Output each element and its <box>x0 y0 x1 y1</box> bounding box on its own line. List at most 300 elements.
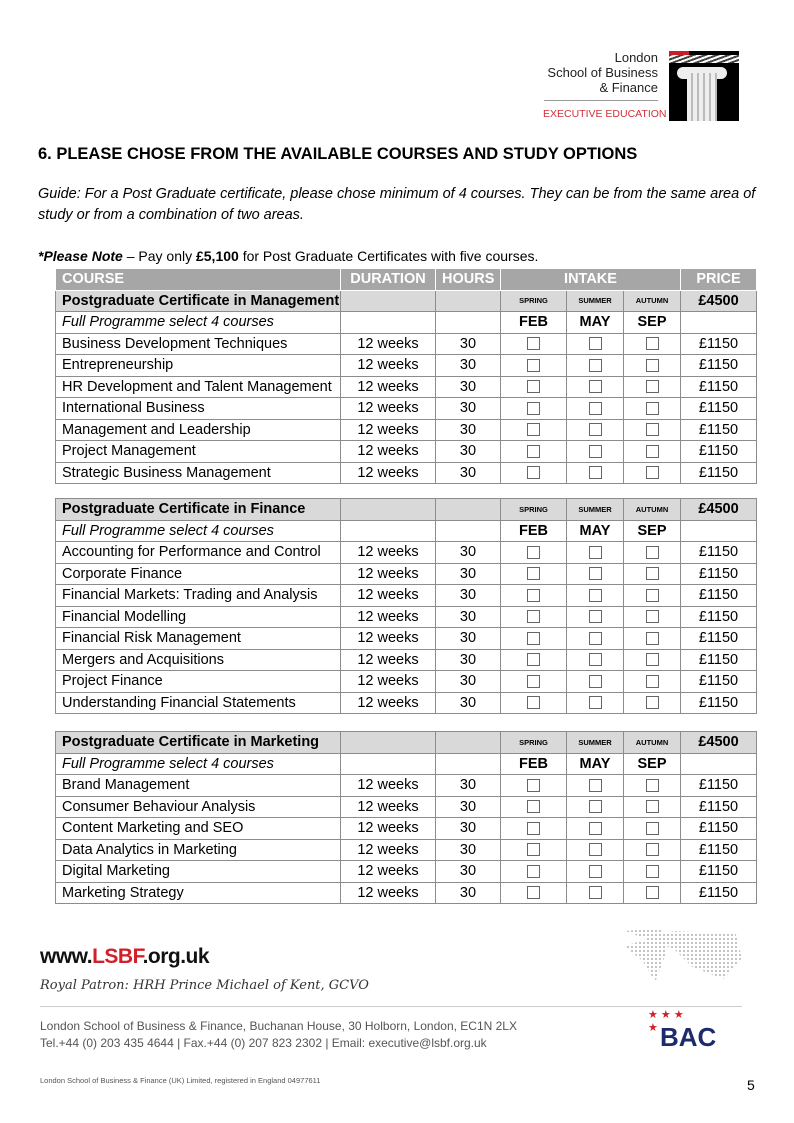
course-name: Mergers and Acquisitions <box>56 649 341 671</box>
intake-cell <box>624 671 681 693</box>
course-duration: 12 weeks <box>341 775 436 797</box>
course-name: Brand Management <box>56 775 341 797</box>
intake-checkbox-may[interactable] <box>589 546 602 559</box>
course-row <box>56 606 757 628</box>
course-price: £1150 <box>681 692 757 714</box>
intake-checkbox-may[interactable] <box>589 402 602 415</box>
intake-checkbox-feb[interactable] <box>527 843 540 856</box>
course-duration: 12 weeks <box>341 419 436 441</box>
bac-text: BAC <box>660 1022 717 1052</box>
intake-checkbox-may[interactable] <box>589 865 602 878</box>
intake-cell <box>624 542 681 564</box>
pricing-note <box>38 248 538 264</box>
intake-cell <box>624 441 681 463</box>
intake-month-label: SEP <box>624 520 681 542</box>
intake-checkbox-feb[interactable] <box>527 380 540 393</box>
intake-checkbox-sep[interactable] <box>646 359 659 372</box>
intake-checkbox-may[interactable] <box>589 423 602 436</box>
course-hours: 30 <box>436 585 501 607</box>
intake-checkbox-may[interactable] <box>589 843 602 856</box>
course-row <box>56 628 757 650</box>
intake-cell <box>501 628 567 650</box>
intake-cell <box>501 692 567 714</box>
intake-checkbox-sep[interactable] <box>646 402 659 415</box>
course-name: Project Management <box>56 441 341 463</box>
intake-season-label: SPRING <box>501 290 567 312</box>
course-name: Consumer Behaviour Analysis <box>56 796 341 818</box>
course-hours: 30 <box>436 775 501 797</box>
intake-checkbox-feb[interactable] <box>527 696 540 709</box>
intake-checkbox-sep[interactable] <box>646 696 659 709</box>
course-name: Understanding Financial Statements <box>56 692 341 714</box>
course-hours: 30 <box>436 649 501 671</box>
intake-cell <box>567 796 624 818</box>
intake-cell <box>567 441 624 463</box>
intake-checkbox-sep[interactable] <box>646 567 659 580</box>
intake-cell <box>501 796 567 818</box>
intake-checkbox-sep[interactable] <box>646 822 659 835</box>
intake-month-label: SEP <box>624 312 681 334</box>
intake-cell <box>567 839 624 861</box>
course-name: Financial Modelling <box>56 606 341 628</box>
course-table-2 <box>55 498 757 714</box>
intake-checkbox-sep[interactable] <box>646 546 659 559</box>
section-blank <box>341 732 436 754</box>
intake-cell <box>567 882 624 904</box>
intake-cell <box>624 398 681 420</box>
intake-season-label: SPRING <box>501 732 567 754</box>
intake-cell <box>567 606 624 628</box>
intake-checkbox-sep[interactable] <box>646 800 659 813</box>
course-name: Strategic Business Management <box>56 462 341 484</box>
intake-checkbox-sep[interactable] <box>646 380 659 393</box>
intake-checkbox-may[interactable] <box>589 589 602 602</box>
intake-checkbox-feb[interactable] <box>527 653 540 666</box>
intake-checkbox-sep[interactable] <box>646 445 659 458</box>
section-blank <box>436 732 501 754</box>
subtitle-blank <box>436 312 501 334</box>
contact-info: Tel.+44 (0) 203 435 4644 | Fax.+44 (0) 207 823 2302 | Email: executive@lsbf.org.uk <box>40 1036 487 1050</box>
subtitle-blank <box>681 312 757 334</box>
intake-cell <box>624 355 681 377</box>
website-link[interactable] <box>40 945 209 969</box>
intake-cell <box>501 839 567 861</box>
course-hours: 30 <box>436 692 501 714</box>
course-duration: 12 weeks <box>341 796 436 818</box>
website-brand: LSBF <box>92 945 143 968</box>
note-label: *Please Note <box>38 248 123 264</box>
subtitle-blank <box>341 753 436 775</box>
course-table-1 <box>55 268 757 484</box>
course-duration: 12 weeks <box>341 671 436 693</box>
intake-cell <box>567 563 624 585</box>
intake-cell <box>501 775 567 797</box>
course-name: Financial Markets: Trading and Analysis <box>56 585 341 607</box>
course-hours: 30 <box>436 839 501 861</box>
intake-cell <box>624 419 681 441</box>
note-text: – Pay only <box>122 248 196 264</box>
royal-patron: Royal Patron: HRH Prince Michael of Kent, GCVO <box>40 978 369 993</box>
course-duration: 12 weeks <box>341 882 436 904</box>
intake-cell <box>567 355 624 377</box>
intake-checkbox-feb[interactable] <box>527 567 540 580</box>
intake-cell <box>624 796 681 818</box>
intake-checkbox-sep[interactable] <box>646 423 659 436</box>
intake-cell <box>501 585 567 607</box>
course-name: Marketing Strategy <box>56 882 341 904</box>
course-hours: 30 <box>436 462 501 484</box>
intake-cell <box>567 419 624 441</box>
header-hours: HOURS <box>436 269 501 291</box>
header-price: PRICE <box>681 269 757 291</box>
course-price: £1150 <box>681 839 757 861</box>
course-duration: 12 weeks <box>341 585 436 607</box>
intake-cell <box>501 882 567 904</box>
course-price: £1150 <box>681 585 757 607</box>
course-duration: 12 weeks <box>341 355 436 377</box>
intake-month-label: FEB <box>501 312 567 334</box>
course-duration: 12 weeks <box>341 818 436 840</box>
section-price: £4500 <box>681 499 757 521</box>
intake-checkbox-feb[interactable] <box>527 779 540 792</box>
course-price: £1150 <box>681 628 757 650</box>
logo-divider <box>544 100 658 101</box>
intake-cell <box>501 419 567 441</box>
intake-season-label: SUMMER <box>567 290 624 312</box>
intake-checkbox-feb[interactable] <box>527 337 540 350</box>
logo-line1: London <box>614 50 658 65</box>
section-subtitle: Full Programme select 4 courses <box>56 520 341 542</box>
course-name: Business Development Techniques <box>56 333 341 355</box>
intake-checkbox-may[interactable] <box>589 779 602 792</box>
header-intake: INTAKE <box>501 269 681 291</box>
course-price: £1150 <box>681 606 757 628</box>
course-row <box>56 398 757 420</box>
intake-checkbox-may[interactable] <box>589 886 602 899</box>
intake-cell <box>624 462 681 484</box>
course-price: £1150 <box>681 775 757 797</box>
course-price: £1150 <box>681 355 757 377</box>
section-blank <box>341 290 436 312</box>
course-row <box>56 882 757 904</box>
course-duration: 12 weeks <box>341 542 436 564</box>
stars-icon: ★ ★ ★ ★ <box>648 1009 684 1034</box>
intake-cell <box>624 606 681 628</box>
course-name: Management and Leadership <box>56 419 341 441</box>
table-header-row <box>56 269 757 291</box>
intake-cell <box>624 628 681 650</box>
intake-checkbox-may[interactable] <box>589 632 602 645</box>
intake-month-label: FEB <box>501 753 567 775</box>
intake-checkbox-may[interactable] <box>589 653 602 666</box>
header-course: COURSE <box>56 269 341 291</box>
course-duration: 12 weeks <box>341 333 436 355</box>
intake-cell <box>501 542 567 564</box>
page-number: 5 <box>747 1077 755 1093</box>
course-hours: 30 <box>436 818 501 840</box>
lsbf-logo <box>540 50 740 122</box>
intake-cell <box>501 376 567 398</box>
intake-checkbox-sep[interactable] <box>646 466 659 479</box>
intake-cell <box>624 376 681 398</box>
intake-cell <box>567 376 624 398</box>
course-price: £1150 <box>681 861 757 883</box>
intake-season-label: SPRING <box>501 499 567 521</box>
course-row <box>56 775 757 797</box>
intake-cell <box>501 563 567 585</box>
course-hours: 30 <box>436 355 501 377</box>
logo-line3: & Finance <box>599 80 658 95</box>
registration-text: London School of Business & Finance (UK) Limited, registered in England 04977611 <box>40 1076 321 1085</box>
intake-checkbox-feb[interactable] <box>527 466 540 479</box>
course-hours: 30 <box>436 398 501 420</box>
intake-checkbox-may[interactable] <box>589 610 602 623</box>
intake-cell <box>567 861 624 883</box>
course-duration: 12 weeks <box>341 398 436 420</box>
course-hours: 30 <box>436 376 501 398</box>
intake-checkbox-may[interactable] <box>589 337 602 350</box>
course-duration: 12 weeks <box>341 861 436 883</box>
intake-checkbox-sep[interactable] <box>646 865 659 878</box>
intake-checkbox-may[interactable] <box>589 380 602 393</box>
course-name: Corporate Finance <box>56 563 341 585</box>
intake-checkbox-may[interactable] <box>589 675 602 688</box>
course-hours: 30 <box>436 542 501 564</box>
course-row <box>56 333 757 355</box>
intake-cell <box>624 649 681 671</box>
intake-checkbox-feb[interactable] <box>527 886 540 899</box>
course-name: Project Finance <box>56 671 341 693</box>
intake-cell <box>567 462 624 484</box>
subtitle-blank <box>436 520 501 542</box>
bac-logo <box>648 1008 728 1068</box>
course-table-3 <box>55 731 757 904</box>
course-duration: 12 weeks <box>341 441 436 463</box>
section-subtitle-row <box>56 312 757 334</box>
course-duration: 12 weeks <box>341 462 436 484</box>
section-subtitle: Full Programme select 4 courses <box>56 753 341 775</box>
subtitle-blank <box>436 753 501 775</box>
website-suffix: .org.uk <box>142 945 210 968</box>
intake-checkbox-sep[interactable] <box>646 843 659 856</box>
section-title-row <box>56 290 757 312</box>
course-row <box>56 441 757 463</box>
section-blank <box>436 499 501 521</box>
intake-checkbox-feb[interactable] <box>527 632 540 645</box>
course-name: Digital Marketing <box>56 861 341 883</box>
course-row <box>56 419 757 441</box>
course-row <box>56 692 757 714</box>
intake-checkbox-sep[interactable] <box>646 779 659 792</box>
course-price: £1150 <box>681 542 757 564</box>
intake-checkbox-feb[interactable] <box>527 822 540 835</box>
section-price: £4500 <box>681 732 757 754</box>
intake-cell <box>501 671 567 693</box>
intake-month-label: MAY <box>567 312 624 334</box>
course-name: Entrepreneurship <box>56 355 341 377</box>
column-pillar-icon <box>669 51 739 121</box>
course-price: £1150 <box>681 882 757 904</box>
intake-checkbox-feb[interactable] <box>527 589 540 602</box>
intake-cell <box>567 333 624 355</box>
intake-month-label: MAY <box>567 520 624 542</box>
intake-cell <box>501 441 567 463</box>
subtitle-blank <box>681 520 757 542</box>
intake-cell <box>501 818 567 840</box>
section-title: Postgraduate Certificate in Management <box>56 290 341 312</box>
website-prefix: www. <box>40 945 93 968</box>
guide-text: Guide: For a Post Graduate certificate, please chose minimum of 4 courses. They can be from the same area of study or from a combination of two areas. <box>38 186 756 223</box>
course-duration: 12 weeks <box>341 376 436 398</box>
intake-cell <box>567 692 624 714</box>
intake-checkbox-may[interactable] <box>589 567 602 580</box>
intake-cell <box>624 775 681 797</box>
intake-checkbox-sep[interactable] <box>646 589 659 602</box>
course-row <box>56 563 757 585</box>
course-price: £1150 <box>681 671 757 693</box>
course-name: Accounting for Performance and Control <box>56 542 341 564</box>
course-row <box>56 796 757 818</box>
section-subtitle: Full Programme select 4 courses <box>56 312 341 334</box>
subtitle-blank <box>341 312 436 334</box>
intake-cell <box>567 628 624 650</box>
course-row <box>56 839 757 861</box>
intake-checkbox-feb[interactable] <box>527 359 540 372</box>
section-subtitle-row <box>56 520 757 542</box>
intake-cell <box>567 671 624 693</box>
intake-cell <box>567 649 624 671</box>
intake-cell <box>624 839 681 861</box>
intake-checkbox-sep[interactable] <box>646 610 659 623</box>
intake-checkbox-feb[interactable] <box>527 865 540 878</box>
course-hours: 30 <box>436 333 501 355</box>
intake-season-label: SUMMER <box>567 732 624 754</box>
course-hours: 30 <box>436 563 501 585</box>
course-price: £1150 <box>681 462 757 484</box>
note-text: for Post Graduate Certificates with five courses. <box>238 248 539 264</box>
intake-season-label: SUMMER <box>567 499 624 521</box>
course-row <box>56 861 757 883</box>
section-title-row <box>56 499 757 521</box>
intake-cell <box>624 861 681 883</box>
intake-season-label: AUTUMN <box>624 732 681 754</box>
course-name: HR Development and Talent Management <box>56 376 341 398</box>
course-row <box>56 671 757 693</box>
course-name: Financial Risk Management <box>56 628 341 650</box>
course-name: Content Marketing and SEO <box>56 818 341 840</box>
intake-cell <box>567 542 624 564</box>
intake-checkbox-sep[interactable] <box>646 337 659 350</box>
course-price: £1150 <box>681 376 757 398</box>
logo-line2: School of Business <box>547 65 658 80</box>
intake-cell <box>567 398 624 420</box>
course-price: £1150 <box>681 398 757 420</box>
intake-cell <box>501 861 567 883</box>
course-price: £1150 <box>681 441 757 463</box>
course-price: £1150 <box>681 333 757 355</box>
section-blank <box>341 499 436 521</box>
intake-cell <box>567 818 624 840</box>
section-heading: 6. PLEASE CHOSE FROM THE AVAILABLE COURSES AND STUDY OPTIONS <box>38 145 638 163</box>
course-row <box>56 649 757 671</box>
course-duration: 12 weeks <box>341 839 436 861</box>
intake-checkbox-sep[interactable] <box>646 675 659 688</box>
section-subtitle-row <box>56 753 757 775</box>
intake-month-label: FEB <box>501 520 567 542</box>
intake-cell <box>567 775 624 797</box>
course-hours: 30 <box>436 882 501 904</box>
footer-address <box>40 1018 517 1052</box>
intake-checkbox-feb[interactable] <box>527 610 540 623</box>
intake-cell <box>624 585 681 607</box>
course-hours: 30 <box>436 628 501 650</box>
intake-checkbox-may[interactable] <box>589 445 602 458</box>
section-price: £4500 <box>681 290 757 312</box>
subtitle-blank <box>681 753 757 775</box>
intake-cell <box>624 882 681 904</box>
intake-cell <box>567 585 624 607</box>
course-row <box>56 542 757 564</box>
intake-checkbox-feb[interactable] <box>527 800 540 813</box>
intake-cell <box>624 333 681 355</box>
intake-cell <box>501 649 567 671</box>
intake-checkbox-may[interactable] <box>589 466 602 479</box>
intake-checkbox-feb[interactable] <box>527 445 540 458</box>
logo-text <box>547 50 658 95</box>
course-duration: 12 weeks <box>341 649 436 671</box>
course-row <box>56 818 757 840</box>
intake-season-label: AUTUMN <box>624 499 681 521</box>
address: London School of Business & Finance, Buchanan House, 30 Holborn, London, EC1N 2LX <box>40 1019 517 1033</box>
section-blank <box>436 290 501 312</box>
subtitle-blank <box>341 520 436 542</box>
course-price: £1150 <box>681 818 757 840</box>
intake-checkbox-feb[interactable] <box>527 546 540 559</box>
intake-checkbox-feb[interactable] <box>527 402 540 415</box>
course-row <box>56 376 757 398</box>
intake-checkbox-may[interactable] <box>589 822 602 835</box>
footer-divider <box>40 1006 742 1007</box>
intake-checkbox-feb[interactable] <box>527 423 540 436</box>
logo-tagline: EXECUTIVE EDUCATION <box>543 108 667 120</box>
course-price: £1150 <box>681 563 757 585</box>
intake-cell <box>501 606 567 628</box>
section-title-row <box>56 732 757 754</box>
course-hours: 30 <box>436 419 501 441</box>
course-hours: 30 <box>436 671 501 693</box>
course-hours: 30 <box>436 861 501 883</box>
intake-checkbox-feb[interactable] <box>527 675 540 688</box>
course-row <box>56 462 757 484</box>
world-map-icon <box>618 925 742 985</box>
intake-checkbox-may[interactable] <box>589 359 602 372</box>
intake-checkbox-sep[interactable] <box>646 632 659 645</box>
intake-checkbox-may[interactable] <box>589 696 602 709</box>
course-duration: 12 weeks <box>341 628 436 650</box>
course-duration: 12 weeks <box>341 606 436 628</box>
intake-cell <box>624 563 681 585</box>
intake-checkbox-may[interactable] <box>589 800 602 813</box>
section-title: Postgraduate Certificate in Finance <box>56 499 341 521</box>
intake-checkbox-sep[interactable] <box>646 886 659 899</box>
intake-season-label: AUTUMN <box>624 290 681 312</box>
section-title: Postgraduate Certificate in Marketing <box>56 732 341 754</box>
header-duration: DURATION <box>341 269 436 291</box>
intake-cell <box>624 818 681 840</box>
course-price: £1150 <box>681 419 757 441</box>
intake-checkbox-sep[interactable] <box>646 653 659 666</box>
course-hours: 30 <box>436 796 501 818</box>
